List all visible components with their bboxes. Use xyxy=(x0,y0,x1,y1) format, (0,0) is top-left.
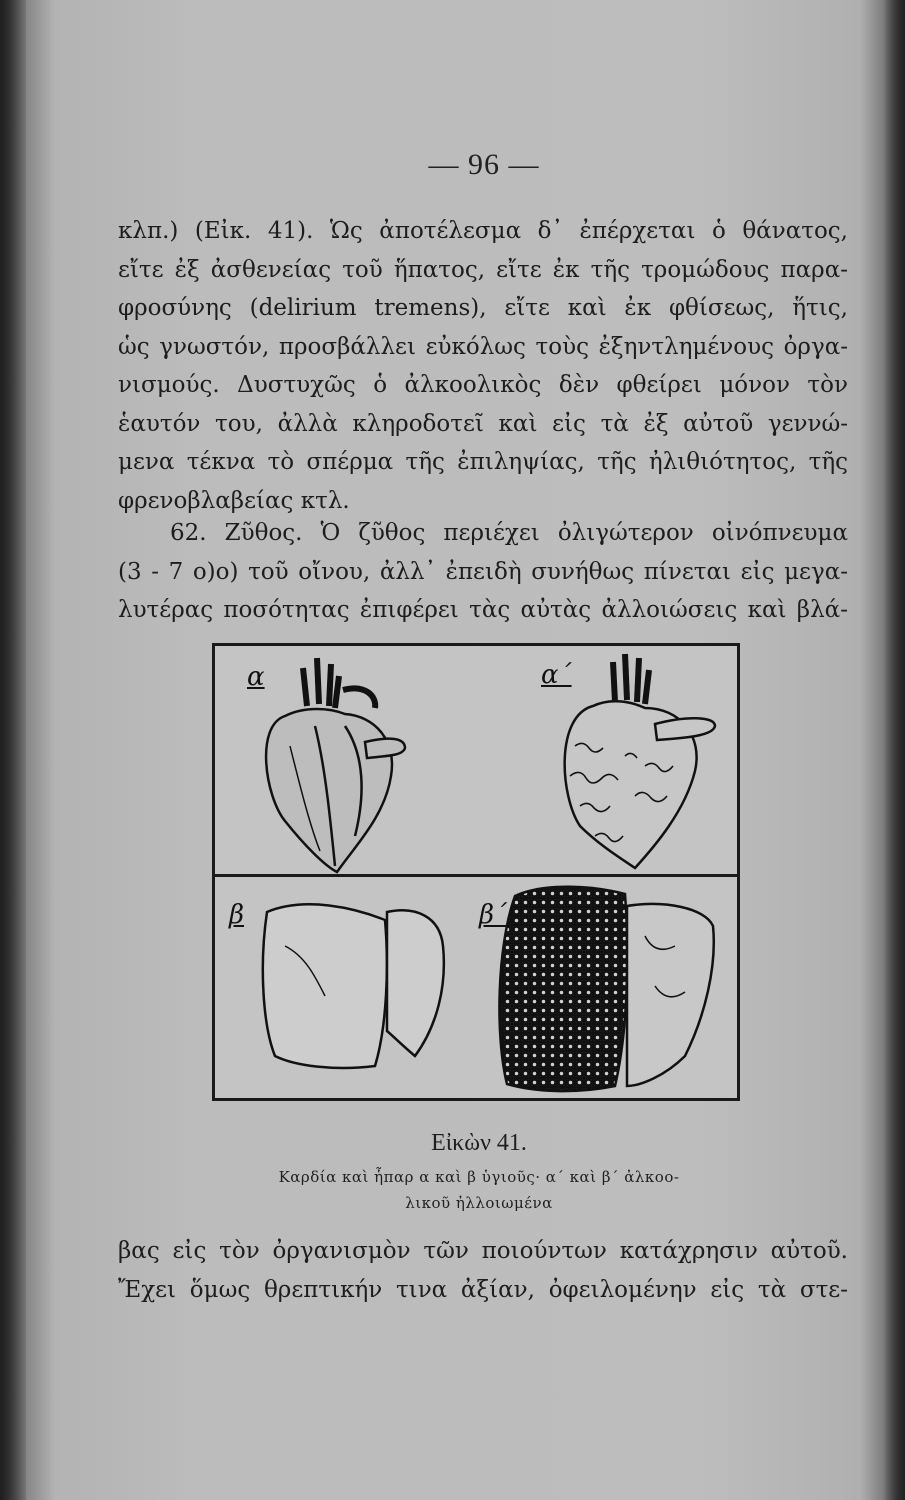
text-line: (3 - 7 ο)ο) τοῦ οἴνου, ἀλλ᾽ ἐπειδὴ συνήθως πίνεται εἰς μεγα- xyxy=(118,558,848,585)
text-line: ὡς γνωστόν, προσβάλλει εὐκόλως τοὺς ἐξηντλημένους ὀργα- xyxy=(118,333,848,360)
figure-caption-title: Εἰκὼν 41. xyxy=(431,1130,527,1156)
page-edge-shadow xyxy=(883,0,905,1500)
text-line: 62. Ζῦθος. Ὁ ζῦθος περιέχει ὀλιγώτερον οἰνόπνευμα xyxy=(170,520,848,546)
figure-illustration xyxy=(215,646,737,1098)
figure-caption-line-2: λικοῦ ἠλλοιωμένα xyxy=(405,1194,553,1212)
label-healthy-heart: α xyxy=(247,662,265,692)
label-alcoholic-heart: α΄ xyxy=(541,660,572,690)
text-line: νισμούς. Δυστυχῶς ὁ ἀλκοολικὸς δὲν φθείρει μόνον τὸν xyxy=(118,372,848,398)
text-line: κλπ.) (Εἰκ. 41). Ὡς ἀποτέλεσμα δ᾽ ἐπέρχεται ὁ θάνατος, xyxy=(118,218,848,244)
figure-heart-liver xyxy=(212,643,740,1101)
label-alcoholic-liver: β΄ xyxy=(479,900,508,930)
label-healthy-liver: β xyxy=(229,900,245,930)
text-line: φροσύνης (delirium tremens), εἴτε καὶ ἐκ φθίσεως, ἥτις, xyxy=(118,295,848,321)
spine-shadow xyxy=(0,0,26,1500)
paragraph-beer-continued xyxy=(118,1232,848,1309)
text-line: βας εἰς τὸν ὀργανισμὸν τῶν ποιούντων κατάχρησιν αὐτοῦ. xyxy=(118,1238,848,1264)
text-line: εἴτε ἐξ ἀσθενείας τοῦ ἥπατος, εἴτε ἐκ τῆς τρομώδους παρα- xyxy=(118,256,848,283)
text-line: φρενοβλαβείας κτλ. xyxy=(118,487,350,514)
paragraph-beer xyxy=(118,514,848,630)
text-line: Ἔχει ὅμως θρεπτικήν τινα ἀξίαν, ὀφειλομένην εἰς τὰ στε- xyxy=(118,1276,848,1303)
text-line: μενα τέκνα τὸ σπέρμα τῆς ἐπιληψίας, τῆς ἠλιθιότητος, τῆς xyxy=(118,449,848,475)
page-number: — 96 — xyxy=(428,148,540,181)
alcoholic-heart-drawing xyxy=(565,654,715,868)
text-line: λυτέρας ποσότητας ἐπιφέρει τὰς αὐτὰς ἀλλοιώσεις καὶ βλά- xyxy=(118,597,848,623)
healthy-liver-drawing xyxy=(263,904,444,1068)
alcoholic-liver-drawing xyxy=(499,887,713,1091)
paragraph-alcohol-effects xyxy=(118,212,848,520)
healthy-heart-drawing xyxy=(266,658,405,872)
text-line: ἑαυτόν του, ἀλλὰ κληροδοτεῖ καὶ εἰς τὰ ἐξ αὐτοῦ γεννώ- xyxy=(118,410,848,437)
figure-caption-line-1: Καρδία καὶ ἧπαρ α καὶ β ὑγιοῦς· α΄ καὶ β΄ ἀλκοο- xyxy=(278,1168,680,1186)
figure-divider xyxy=(215,874,737,877)
